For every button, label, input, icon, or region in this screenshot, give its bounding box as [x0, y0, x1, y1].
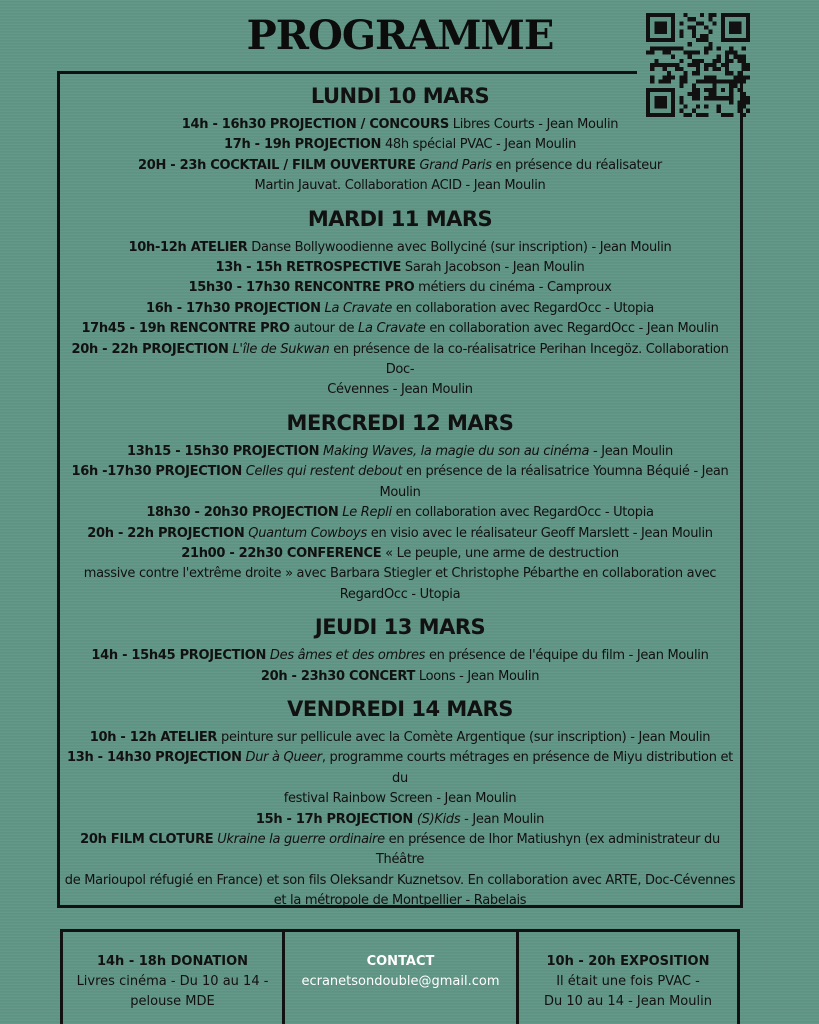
event-line	[60, 462, 740, 503]
event-text-segment: Danse Bollywoodienne avec Bollyciné (sur inscription) - Jean Moulin	[247, 239, 672, 255]
contact-email[interactable]: ecranetsondouble@gmail.com	[301, 974, 500, 989]
event-text-segment: métiers du cinéma - Camproux	[414, 280, 612, 296]
event-line	[60, 871, 740, 891]
day-heading: VENDREDI 14 MARS	[287, 696, 513, 721]
day-section	[60, 615, 740, 687]
event-text-segment: Quantum Cowboys	[248, 525, 367, 541]
event-text-segment: 13h - 14h30 PROJECTION	[67, 750, 242, 766]
event-line	[60, 544, 740, 564]
event-line	[60, 667, 740, 687]
event-text-segment: 16h -17h30 PROJECTION	[71, 464, 242, 480]
exposition-line-2: Du 10 au 14 - Jean Moulin	[544, 994, 712, 1009]
event-line	[60, 585, 740, 605]
event-text-segment: 13h - 15h RETROSPECTIVE	[215, 260, 402, 276]
day-section	[60, 411, 740, 605]
event-text-segment: Sarah Jacobson - Jean Moulin	[401, 260, 585, 276]
event-text-segment: 48h spécial PVAC - Jean Moulin	[381, 137, 577, 153]
event-text-segment: - Jean Moulin	[589, 443, 673, 459]
event-text-segment: en collaboration avec RegardOcc - Utopia	[392, 300, 654, 316]
page-title: PROGRAMME	[246, 12, 554, 59]
event-text-segment: en présence de la réalisatrice Youmna Béquié - Jean Moulin	[379, 464, 729, 500]
event-text-segment: en visio avec le réalisateur Geoff Marslett - Jean Moulin	[366, 525, 713, 541]
event-line	[60, 524, 740, 544]
contact-heading: CONTACT	[366, 954, 435, 969]
event-text-segment: et la métropole de Montpellier - Rabelais	[273, 893, 527, 909]
event-text-segment: 10h - 12h ATELIER	[89, 729, 218, 745]
donation-line-2: pelouse MDE	[130, 994, 215, 1009]
event-line	[60, 176, 740, 196]
exposition-line-1: Il était une fois PVAC -	[556, 974, 700, 989]
day-heading: MARDI 11 MARS	[307, 206, 493, 231]
event-text-segment: Dur à Queer	[245, 750, 322, 766]
event-text-segment: La Cravate	[358, 321, 426, 337]
exposition-cell	[519, 932, 737, 1024]
event-line	[60, 442, 740, 462]
event-line	[60, 299, 740, 319]
programme-content	[60, 82, 740, 922]
event-text-segment: Grand Paris	[419, 157, 492, 173]
event-line	[60, 646, 740, 666]
event-line	[60, 728, 740, 748]
day-section	[60, 697, 740, 912]
event-text-segment: 20H - 23h COCKTAIL / FILM OUVERTURE	[138, 157, 416, 173]
donation-line-1: Livres cinéma - Du 10 au 14 -	[76, 974, 269, 989]
event-line	[60, 380, 740, 400]
event-text-segment: massive contre l'extrême droite » avec Barbara Stiegler et Christophe Pébarthe en collaboration avec	[83, 566, 717, 582]
event-text-segment: en présence du réalisateur	[491, 157, 662, 173]
event-text-segment: « Le peuple, une arme de destruction	[381, 545, 619, 561]
event-line	[60, 135, 740, 155]
day-heading: JEUDI 13 MARS	[314, 615, 486, 640]
day-heading: MERCREDI 12 MARS	[286, 410, 514, 435]
event-text-segment: 20h - 22h PROJECTION	[71, 341, 229, 357]
event-text-segment: peinture sur pellicule avec la Comète Argentique (sur inscription) - Jean Moulin	[217, 729, 711, 745]
event-text-segment: en présence de l'équipe du film - Jean Moulin	[425, 648, 709, 664]
event-text-segment: 14h - 16h30 PROJECTION / CONCOURS	[181, 117, 449, 132]
event-line	[60, 789, 740, 809]
event-text-segment: 17h - 19h PROJECTION	[223, 137, 382, 153]
contact-cell	[285, 932, 519, 1024]
event-text-segment: 10h-12h ATELIER	[128, 239, 248, 255]
donation-cell	[63, 932, 285, 1024]
event-text-segment: 14h - 15h45 PROJECTION	[91, 648, 267, 664]
event-text-segment: en collaboration avec RegardOcc - Utopia	[391, 505, 654, 521]
event-text-segment: (S)Kids	[416, 811, 461, 827]
event-text-segment: RegardOcc - Utopia	[339, 586, 461, 602]
event-text-segment: en présence de Ihor Matiushyn (ex administrateur du Théâtre	[375, 831, 720, 868]
event-line	[60, 258, 740, 278]
event-text-segment: festival Rainbow Screen - Jean Moulin	[283, 791, 517, 807]
event-line	[60, 891, 740, 911]
event-text-segment: 15h30 - 17h30 RENCONTRE PRO	[188, 280, 415, 296]
day-section	[60, 207, 740, 401]
donation-heading: 14h - 18h DONATION	[96, 954, 249, 969]
event-text-segment: 17h45 - 19h RENCONTRE PRO	[81, 321, 290, 337]
event-text-segment: 20h - 23h30 CONCERT	[260, 668, 416, 684]
event-text-segment: Celles qui restent debout	[245, 464, 403, 480]
event-text-segment: 18h30 - 20h30 PROJECTION	[146, 505, 339, 521]
event-text-segment: 20h - 22h PROJECTION	[87, 525, 245, 541]
event-text-segment: Making Waves, la magie du son au cinéma	[323, 443, 590, 459]
event-text-segment: Libres Courts - Jean Moulin	[448, 117, 619, 132]
event-text-segment: L'île de Sukwan	[232, 341, 330, 357]
event-line	[60, 238, 740, 258]
event-text-segment: de Marioupol réfugié en France) et son fils Oleksandr Kuznetsov. En collaboration avec ARTE, Doc-Cévennes	[64, 872, 736, 888]
event-text-segment: - Jean Moulin	[460, 811, 545, 827]
event-line	[60, 278, 740, 298]
event-text-segment: Des âmes et des ombres	[269, 648, 426, 664]
event-text-segment: en présence de la co-réalisatrice Perihan Incegöz. Collaboration Doc-	[329, 341, 729, 378]
event-text-segment: , programme courts métrages en présence de Miyu distribution et du	[321, 750, 733, 786]
event-text-segment: 20h FILM CLOTURE	[80, 831, 214, 847]
event-line	[60, 810, 740, 830]
event-text-segment: Loons - Jean Moulin	[415, 668, 540, 684]
event-line	[60, 830, 740, 871]
event-text-segment: Cévennes - Jean Moulin	[327, 382, 473, 398]
day-heading: LUNDI 10 MARS	[310, 84, 490, 108]
exposition-heading: 10h - 20h EXPOSITION	[546, 954, 710, 969]
event-text-segment: Le Repli	[342, 505, 392, 521]
event-line	[60, 156, 740, 176]
event-line	[60, 564, 740, 584]
event-text-segment: Ukraine la guerre ordinaire	[217, 831, 385, 847]
event-line	[60, 319, 740, 339]
event-text-segment: autour de	[289, 321, 358, 337]
event-text-segment: en collaboration avec RegardOcc - Jean Moulin	[425, 321, 719, 337]
event-text-segment: 21h00 - 22h30 CONFERENCE	[181, 545, 382, 561]
info-footer	[60, 929, 740, 1024]
event-text-segment: La Cravate	[324, 300, 393, 316]
event-text-segment: 13h15 - 15h30 PROJECTION	[127, 443, 320, 459]
event-line	[60, 115, 740, 135]
event-line	[60, 503, 740, 523]
event-text-segment: 15h - 17h PROJECTION	[255, 811, 414, 827]
event-text-segment: 16h - 17h30 PROJECTION	[146, 300, 321, 316]
day-section	[60, 84, 740, 197]
event-line	[60, 748, 740, 789]
event-text-segment: Martin Jauvat. Collaboration ACID - Jean Moulin	[254, 178, 546, 194]
event-line	[60, 340, 740, 381]
